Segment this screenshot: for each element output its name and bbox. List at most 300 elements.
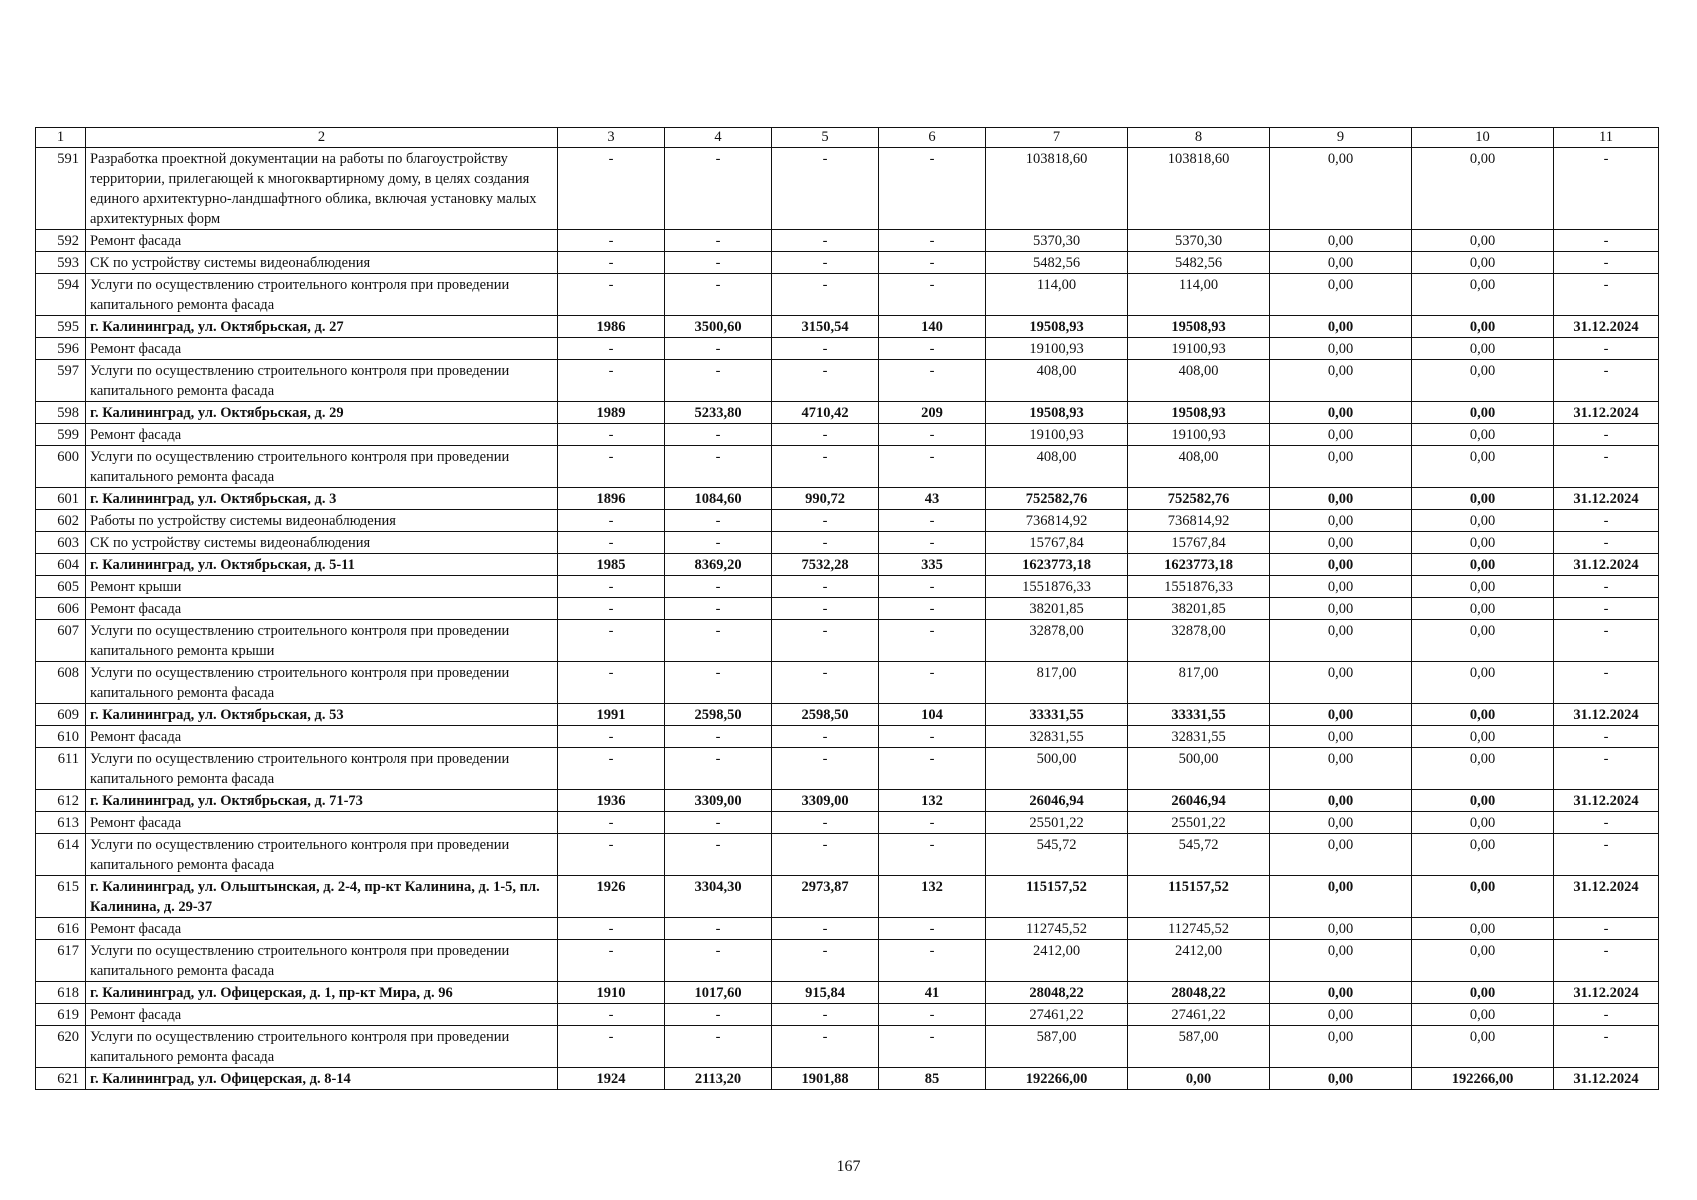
total-area-cell: 3500,60 (665, 316, 772, 338)
row-number-cell: 596 (36, 338, 86, 360)
residents-count-cell: - (879, 812, 986, 834)
completion-date-cell: - (1554, 726, 1659, 748)
residents-count-cell: - (879, 834, 986, 876)
total-cost-cell: 500,00 (986, 748, 1128, 790)
row-number-cell: 615 (36, 876, 86, 918)
living-area-cell: 3309,00 (772, 790, 879, 812)
cost-fund-cell: 1551876,33 (1128, 576, 1270, 598)
living-area-cell: - (772, 252, 879, 274)
total-cost-cell: 545,72 (986, 834, 1128, 876)
address-row (36, 982, 1659, 1004)
total-area-cell: 3309,00 (665, 790, 772, 812)
cost-fund-cell: 5482,56 (1128, 252, 1270, 274)
work-name-cell: г. Калининград, ул. Октябрьская, д. 29 (86, 402, 558, 424)
cost-owners-cell: 0,00 (1412, 812, 1554, 834)
completion-date-cell: - (1554, 1004, 1659, 1026)
total-cost-cell: 408,00 (986, 360, 1128, 402)
cost-owners-cell: 0,00 (1412, 1004, 1554, 1026)
completion-date-cell: - (1554, 446, 1659, 488)
living-area-cell: - (772, 918, 879, 940)
address-row (36, 402, 1659, 424)
work-row (36, 620, 1659, 662)
total-cost-cell: 103818,60 (986, 148, 1128, 230)
cost-fund-cell: 115157,52 (1128, 876, 1270, 918)
cost-budget-cell: 0,00 (1270, 1068, 1412, 1090)
completion-date-cell: - (1554, 834, 1659, 876)
cost-budget-cell: 0,00 (1270, 982, 1412, 1004)
work-name-cell: Услуги по осуществлению строительного контроля при проведении капитального ремонта фасада (86, 940, 558, 982)
total-area-cell: - (665, 726, 772, 748)
living-area-cell: - (772, 620, 879, 662)
cost-fund-cell: 0,00 (1128, 1068, 1270, 1090)
work-row (36, 424, 1659, 446)
work-name-cell: г. Калининград, ул. Октябрьская, д. 53 (86, 704, 558, 726)
cost-budget-cell: 0,00 (1270, 230, 1412, 252)
work-row (36, 940, 1659, 982)
cost-budget-cell: 0,00 (1270, 940, 1412, 982)
build-year-cell: - (558, 252, 665, 274)
work-name-cell: Услуги по осуществлению строительного контроля при проведении капитального ремонта фасада (86, 274, 558, 316)
cost-budget-cell: 0,00 (1270, 446, 1412, 488)
row-number-cell: 607 (36, 620, 86, 662)
work-row (36, 360, 1659, 402)
cost-fund-cell: 752582,76 (1128, 488, 1270, 510)
build-year-cell: - (558, 834, 665, 876)
build-year-cell: 1985 (558, 554, 665, 576)
residents-count-cell: - (879, 510, 986, 532)
residents-count-cell: - (879, 918, 986, 940)
completion-date-cell: 31.12.2024 (1554, 704, 1659, 726)
total-cost-cell: 19100,93 (986, 338, 1128, 360)
address-row (36, 790, 1659, 812)
column-number-1: 1 (36, 128, 86, 148)
work-row (36, 252, 1659, 274)
cost-owners-cell: 0,00 (1412, 424, 1554, 446)
cost-owners-cell: 0,00 (1412, 230, 1554, 252)
total-area-cell: 2598,50 (665, 704, 772, 726)
work-name-cell: Ремонт фасада (86, 598, 558, 620)
cost-owners-cell: 0,00 (1412, 338, 1554, 360)
column-number-4: 4 (665, 128, 772, 148)
total-cost-cell: 19100,93 (986, 424, 1128, 446)
residents-count-cell: - (879, 598, 986, 620)
build-year-cell: 1989 (558, 402, 665, 424)
residents-count-cell: - (879, 1026, 986, 1068)
cost-owners-cell: 0,00 (1412, 554, 1554, 576)
total-cost-cell: 5370,30 (986, 230, 1128, 252)
cost-fund-cell: 408,00 (1128, 360, 1270, 402)
cost-fund-cell: 15767,84 (1128, 532, 1270, 554)
completion-date-cell: 31.12.2024 (1554, 790, 1659, 812)
total-cost-cell: 817,00 (986, 662, 1128, 704)
completion-date-cell: - (1554, 662, 1659, 704)
work-row (36, 446, 1659, 488)
work-row (36, 662, 1659, 704)
cost-fund-cell: 19508,93 (1128, 402, 1270, 424)
residents-count-cell: 132 (879, 790, 986, 812)
row-number-cell: 617 (36, 940, 86, 982)
work-row (36, 918, 1659, 940)
cost-fund-cell: 27461,22 (1128, 1004, 1270, 1026)
row-number-cell: 600 (36, 446, 86, 488)
residents-count-cell: - (879, 576, 986, 598)
total-area-cell: - (665, 812, 772, 834)
cost-budget-cell: 0,00 (1270, 1026, 1412, 1068)
cost-owners-cell: 0,00 (1412, 748, 1554, 790)
cost-owners-cell: 192266,00 (1412, 1068, 1554, 1090)
build-year-cell: - (558, 940, 665, 982)
cost-owners-cell: 0,00 (1412, 982, 1554, 1004)
work-name-cell: г. Калининград, ул. Офицерская, д. 1, пр-кт Мира, д. 96 (86, 982, 558, 1004)
column-number-7: 7 (986, 128, 1128, 148)
completion-date-cell: - (1554, 1026, 1659, 1068)
work-name-cell: Ремонт фасада (86, 338, 558, 360)
living-area-cell: 7532,28 (772, 554, 879, 576)
total-area-cell: - (665, 918, 772, 940)
row-number-cell: 591 (36, 148, 86, 230)
build-year-cell: 1910 (558, 982, 665, 1004)
cost-owners-cell: 0,00 (1412, 790, 1554, 812)
row-number-cell: 609 (36, 704, 86, 726)
cost-owners-cell: 0,00 (1412, 252, 1554, 274)
living-area-cell: - (772, 662, 879, 704)
cost-budget-cell: 0,00 (1270, 148, 1412, 230)
residents-count-cell: 85 (879, 1068, 986, 1090)
build-year-cell: 1924 (558, 1068, 665, 1090)
cost-fund-cell: 545,72 (1128, 834, 1270, 876)
residents-count-cell: - (879, 446, 986, 488)
cost-owners-cell: 0,00 (1412, 726, 1554, 748)
completion-date-cell: 31.12.2024 (1554, 316, 1659, 338)
completion-date-cell: - (1554, 252, 1659, 274)
row-number-cell: 602 (36, 510, 86, 532)
work-name-cell: Услуги по осуществлению строительного контроля при проведении капитального ремонта фасада (86, 834, 558, 876)
column-number-6: 6 (879, 128, 986, 148)
total-area-cell: - (665, 598, 772, 620)
work-name-cell: Ремонт фасада (86, 918, 558, 940)
total-cost-cell: 26046,94 (986, 790, 1128, 812)
work-name-cell: Услуги по осуществлению строительного контроля при проведении капитального ремонта крыши (86, 620, 558, 662)
residents-count-cell: - (879, 360, 986, 402)
work-name-cell: Работы по устройству системы видеонаблюдения (86, 510, 558, 532)
cost-owners-cell: 0,00 (1412, 704, 1554, 726)
total-cost-cell: 1551876,33 (986, 576, 1128, 598)
row-number-cell: 593 (36, 252, 86, 274)
living-area-cell: 1901,88 (772, 1068, 879, 1090)
completion-date-cell: - (1554, 940, 1659, 982)
cost-budget-cell: 0,00 (1270, 704, 1412, 726)
total-cost-cell: 38201,85 (986, 598, 1128, 620)
work-name-cell: г. Калининград, ул. Октябрьская, д. 5-11 (86, 554, 558, 576)
completion-date-cell: - (1554, 620, 1659, 662)
row-number-cell: 613 (36, 812, 86, 834)
row-number-cell: 621 (36, 1068, 86, 1090)
total-cost-cell: 28048,22 (986, 982, 1128, 1004)
living-area-cell: - (772, 532, 879, 554)
total-area-cell: 2113,20 (665, 1068, 772, 1090)
living-area-cell: - (772, 598, 879, 620)
residents-count-cell: - (879, 230, 986, 252)
cost-budget-cell: 0,00 (1270, 918, 1412, 940)
cost-fund-cell: 38201,85 (1128, 598, 1270, 620)
build-year-cell: - (558, 748, 665, 790)
cost-budget-cell: 0,00 (1270, 532, 1412, 554)
living-area-cell: - (772, 1026, 879, 1068)
cost-owners-cell: 0,00 (1412, 402, 1554, 424)
cost-budget-cell: 0,00 (1270, 790, 1412, 812)
living-area-cell: - (772, 148, 879, 230)
total-area-cell: - (665, 748, 772, 790)
work-row (36, 532, 1659, 554)
address-row (36, 316, 1659, 338)
total-cost-cell: 736814,92 (986, 510, 1128, 532)
build-year-cell: 1991 (558, 704, 665, 726)
completion-date-cell: - (1554, 748, 1659, 790)
address-row (36, 704, 1659, 726)
work-name-cell: г. Калининград, ул. Октябрьская, д. 3 (86, 488, 558, 510)
residents-count-cell: 140 (879, 316, 986, 338)
build-year-cell: - (558, 620, 665, 662)
cost-budget-cell: 0,00 (1270, 726, 1412, 748)
completion-date-cell: 31.12.2024 (1554, 982, 1659, 1004)
total-area-cell: 8369,20 (665, 554, 772, 576)
total-area-cell: - (665, 662, 772, 704)
total-area-cell: - (665, 620, 772, 662)
address-row (36, 488, 1659, 510)
work-row (36, 1026, 1659, 1068)
cost-fund-cell: 25501,22 (1128, 812, 1270, 834)
cost-owners-cell: 0,00 (1412, 576, 1554, 598)
residents-count-cell: - (879, 274, 986, 316)
build-year-cell: - (558, 1026, 665, 1068)
column-number-8: 8 (1128, 128, 1270, 148)
cost-fund-cell: 2412,00 (1128, 940, 1270, 982)
residents-count-cell: - (879, 726, 986, 748)
living-area-cell: - (772, 576, 879, 598)
row-number-cell: 616 (36, 918, 86, 940)
total-cost-cell: 5482,56 (986, 252, 1128, 274)
cost-fund-cell: 19100,93 (1128, 338, 1270, 360)
completion-date-cell: - (1554, 338, 1659, 360)
column-number-row (36, 128, 1659, 148)
total-cost-cell: 114,00 (986, 274, 1128, 316)
residents-count-cell: 43 (879, 488, 986, 510)
total-area-cell: - (665, 510, 772, 532)
completion-date-cell: - (1554, 812, 1659, 834)
work-name-cell: Ремонт крыши (86, 576, 558, 598)
build-year-cell: 1926 (558, 876, 665, 918)
completion-date-cell: - (1554, 918, 1659, 940)
total-area-cell: - (665, 252, 772, 274)
completion-date-cell: 31.12.2024 (1554, 554, 1659, 576)
total-cost-cell: 27461,22 (986, 1004, 1128, 1026)
cost-budget-cell: 0,00 (1270, 812, 1412, 834)
total-cost-cell: 408,00 (986, 446, 1128, 488)
work-name-cell: Ремонт фасада (86, 230, 558, 252)
work-row (36, 834, 1659, 876)
cost-owners-cell: 0,00 (1412, 662, 1554, 704)
cost-budget-cell: 0,00 (1270, 1004, 1412, 1026)
living-area-cell: 2598,50 (772, 704, 879, 726)
cost-budget-cell: 0,00 (1270, 576, 1412, 598)
living-area-cell: 3150,54 (772, 316, 879, 338)
total-cost-cell: 33331,55 (986, 704, 1128, 726)
address-row (36, 876, 1659, 918)
cost-owners-cell: 0,00 (1412, 488, 1554, 510)
residents-count-cell: 335 (879, 554, 986, 576)
cost-budget-cell: 0,00 (1270, 488, 1412, 510)
completion-date-cell: - (1554, 510, 1659, 532)
total-area-cell: 3304,30 (665, 876, 772, 918)
living-area-cell: 990,72 (772, 488, 879, 510)
address-row (36, 554, 1659, 576)
page-number: 167 (836, 1158, 861, 1175)
total-area-cell: 1084,60 (665, 488, 772, 510)
work-name-cell: СК по устройству системы видеонаблюдения (86, 252, 558, 274)
column-number-9: 9 (1270, 128, 1412, 148)
build-year-cell: - (558, 360, 665, 402)
total-area-cell: - (665, 1026, 772, 1068)
work-name-cell: СК по устройству системы видеонаблюдения (86, 532, 558, 554)
living-area-cell: - (772, 360, 879, 402)
total-cost-cell: 587,00 (986, 1026, 1128, 1068)
row-number-cell: 601 (36, 488, 86, 510)
work-row (36, 274, 1659, 316)
cost-fund-cell: 587,00 (1128, 1026, 1270, 1068)
cost-budget-cell: 0,00 (1270, 554, 1412, 576)
build-year-cell: - (558, 230, 665, 252)
completion-date-cell: - (1554, 598, 1659, 620)
cost-fund-cell: 736814,92 (1128, 510, 1270, 532)
work-name-cell: г. Калининград, ул. Октябрьская, д. 27 (86, 316, 558, 338)
total-area-cell: - (665, 940, 772, 982)
residents-count-cell: - (879, 338, 986, 360)
total-cost-cell: 112745,52 (986, 918, 1128, 940)
work-name-cell: Ремонт фасада (86, 1004, 558, 1026)
work-row (36, 510, 1659, 532)
row-number-cell: 618 (36, 982, 86, 1004)
living-area-cell: 4710,42 (772, 402, 879, 424)
total-area-cell: - (665, 1004, 772, 1026)
row-number-cell: 611 (36, 748, 86, 790)
cost-fund-cell: 817,00 (1128, 662, 1270, 704)
cost-owners-cell: 0,00 (1412, 620, 1554, 662)
row-number-cell: 597 (36, 360, 86, 402)
total-area-cell: - (665, 424, 772, 446)
total-area-cell: - (665, 834, 772, 876)
cost-budget-cell: 0,00 (1270, 834, 1412, 876)
living-area-cell: - (772, 834, 879, 876)
build-year-cell: - (558, 446, 665, 488)
cost-owners-cell: 0,00 (1412, 598, 1554, 620)
cost-budget-cell: 0,00 (1270, 424, 1412, 446)
work-name-cell: Ремонт фасада (86, 726, 558, 748)
completion-date-cell: 31.12.2024 (1554, 1068, 1659, 1090)
cost-budget-cell: 0,00 (1270, 360, 1412, 402)
work-row (36, 812, 1659, 834)
residents-count-cell: 41 (879, 982, 986, 1004)
completion-date-cell: - (1554, 230, 1659, 252)
completion-date-cell: - (1554, 424, 1659, 446)
total-cost-cell: 115157,52 (986, 876, 1128, 918)
residents-count-cell: - (879, 1004, 986, 1026)
cost-budget-cell: 0,00 (1270, 338, 1412, 360)
build-year-cell: - (558, 598, 665, 620)
total-area-cell: 1017,60 (665, 982, 772, 1004)
cost-fund-cell: 32878,00 (1128, 620, 1270, 662)
total-cost-cell: 19508,93 (986, 316, 1128, 338)
cost-budget-cell: 0,00 (1270, 510, 1412, 532)
cost-owners-cell: 0,00 (1412, 1026, 1554, 1068)
work-row (36, 726, 1659, 748)
residents-count-cell: - (879, 662, 986, 704)
total-cost-cell: 1623773,18 (986, 554, 1128, 576)
cost-fund-cell: 33331,55 (1128, 704, 1270, 726)
living-area-cell: - (772, 510, 879, 532)
row-number-cell: 620 (36, 1026, 86, 1068)
completion-date-cell: - (1554, 360, 1659, 402)
total-area-cell: - (665, 338, 772, 360)
total-area-cell: - (665, 148, 772, 230)
completion-date-cell: 31.12.2024 (1554, 876, 1659, 918)
cost-fund-cell: 32831,55 (1128, 726, 1270, 748)
cost-fund-cell: 408,00 (1128, 446, 1270, 488)
works-table (35, 127, 1659, 1090)
completion-date-cell: - (1554, 274, 1659, 316)
completion-date-cell: 31.12.2024 (1554, 402, 1659, 424)
total-cost-cell: 752582,76 (986, 488, 1128, 510)
total-cost-cell: 15767,84 (986, 532, 1128, 554)
build-year-cell: - (558, 338, 665, 360)
work-name-cell: г. Калининград, ул. Офицерская, д. 8-14 (86, 1068, 558, 1090)
cost-fund-cell: 1623773,18 (1128, 554, 1270, 576)
living-area-cell: 2973,87 (772, 876, 879, 918)
total-cost-cell: 192266,00 (986, 1068, 1128, 1090)
cost-fund-cell: 19508,93 (1128, 316, 1270, 338)
row-number-cell: 606 (36, 598, 86, 620)
cost-budget-cell: 0,00 (1270, 402, 1412, 424)
row-number-cell: 592 (36, 230, 86, 252)
build-year-cell: 1936 (558, 790, 665, 812)
cost-fund-cell: 28048,22 (1128, 982, 1270, 1004)
cost-owners-cell: 0,00 (1412, 316, 1554, 338)
cost-owners-cell: 0,00 (1412, 532, 1554, 554)
build-year-cell: - (558, 274, 665, 316)
completion-date-cell: - (1554, 532, 1659, 554)
cost-fund-cell: 5370,30 (1128, 230, 1270, 252)
completion-date-cell: - (1554, 148, 1659, 230)
cost-budget-cell: 0,00 (1270, 620, 1412, 662)
cost-owners-cell: 0,00 (1412, 940, 1554, 982)
living-area-cell: - (772, 748, 879, 790)
row-number-cell: 612 (36, 790, 86, 812)
work-row (36, 1004, 1659, 1026)
row-number-cell: 604 (36, 554, 86, 576)
total-cost-cell: 2412,00 (986, 940, 1128, 982)
residents-count-cell: - (879, 252, 986, 274)
cost-fund-cell: 26046,94 (1128, 790, 1270, 812)
living-area-cell: - (772, 424, 879, 446)
column-number-2: 2 (86, 128, 558, 148)
cost-fund-cell: 112745,52 (1128, 918, 1270, 940)
cost-fund-cell: 114,00 (1128, 274, 1270, 316)
work-row (36, 338, 1659, 360)
work-name-cell: Ремонт фасада (86, 812, 558, 834)
table-body (36, 128, 1659, 1090)
column-number-11: 11 (1554, 128, 1659, 148)
cost-budget-cell: 0,00 (1270, 876, 1412, 918)
cost-owners-cell: 0,00 (1412, 148, 1554, 230)
